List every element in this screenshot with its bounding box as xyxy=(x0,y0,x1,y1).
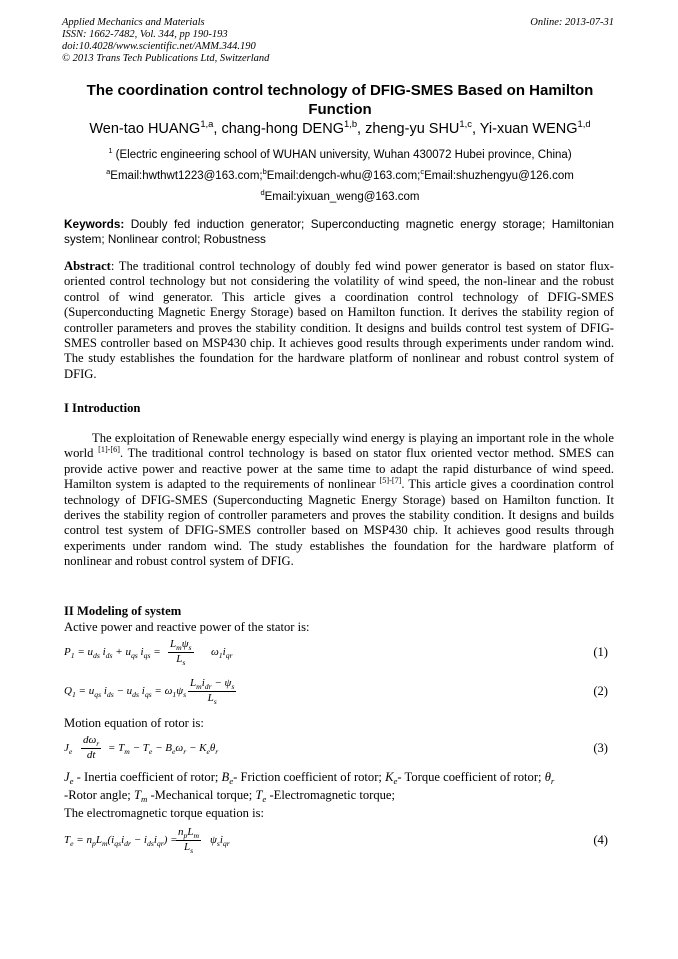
affiliation xyxy=(40,148,640,162)
equation-2: $Q_1 = u_{qs}$ $i_{ds} - u_{ds}$ $i_{qs} = \omega_1\psi_s$ $L_mi_{dr} - \psi_s$ $L_s$ (2) xyxy=(64,677,608,706)
symbol-sub: e xyxy=(229,776,234,786)
online-date: Online: 2013-07-31 xyxy=(530,17,614,28)
email-d: Email:yixuan_weng@163.com xyxy=(264,191,420,203)
section-heading-modeling: II Modeling of system xyxy=(64,604,182,618)
author-sep: , xyxy=(471,121,480,137)
symbol: K xyxy=(385,770,394,784)
definition-text: -Rotor angle; xyxy=(64,788,134,802)
equation-number: (2) xyxy=(593,684,608,698)
symbol: T xyxy=(133,788,141,802)
issn-line: ISSN: 1662-7482, Vol. 344, pp 190-193 xyxy=(62,29,228,40)
citation-ref: [1]-[6] xyxy=(98,445,120,455)
title-line-1: The coordination control technology of DFIG-SMES Based on Hamilton xyxy=(86,82,594,99)
equation-number: (1) xyxy=(593,645,608,659)
definition-text: -Mechanical torque; xyxy=(147,788,256,802)
author-name: Wen-tao HUANG xyxy=(89,121,201,137)
author-sep: , xyxy=(357,121,366,137)
symbol-sub: e xyxy=(262,794,267,804)
equation-3: $J_e$ $d\omega_r$ dt = $T_m - T_e - B_e\omega_r - K_e\theta_r$ (3) xyxy=(64,734,608,761)
keywords-text: Doubly fed induction generator; Superconducting magnetic energy storage; Hamiltonian system; Nonlinear control; Robustness xyxy=(64,217,614,246)
symbol: T xyxy=(255,788,263,802)
email-sup: b xyxy=(262,167,267,177)
intro-text-a: The exploitation of Renewable energy especially wind energy is playing an important role in the whole world xyxy=(64,431,614,461)
email-sup: a xyxy=(106,167,111,177)
introduction-paragraph xyxy=(64,431,614,570)
section-heading-introduction: I Introduction xyxy=(64,401,141,415)
abstract xyxy=(64,259,614,382)
abstract-text: : The traditional control technology of doubly fed wind power generator is based on stator flux-oriented control technology but not considering the volatility of wind speed, the non-linear and the robust control of wind generator. This article gives a coordination control technology of DFIG-SMES (Superconducting Magnetic Energy Storage) based on Hamilton function. It derives the stability region of controller parameters and proves the stability condition. It designs and builds control test system of DFIG-SMES controller based on MSP430 chip. It achieves good results through experiments under random wind. The study establishes the foundation for the hardware platform of nonlinear and robust control system of DFIG. xyxy=(64,259,614,381)
keywords xyxy=(64,217,614,247)
definition-text: - Inertia coefficient of rotor; xyxy=(73,770,222,784)
journal-name: Applied Mechanics and Materials xyxy=(62,17,205,28)
email-sup: c xyxy=(420,167,425,177)
email-line-2 xyxy=(40,190,640,204)
citation-ref: [5]-[7] xyxy=(379,476,402,486)
text-motion-intro: Motion equation of rotor is: xyxy=(64,716,204,730)
abstract-label: Abstract xyxy=(64,259,111,273)
author-affil-sup: 1,c xyxy=(459,118,472,130)
equation-1: $P_1 = u_{ds}$ $i_{ds} + u_{qs}$ $i_{qs}$ = $L_m\psi_s$ $L_s$ $\omega_1i_{qr}$ (1) xyxy=(64,638,608,667)
text-power-intro: Active power and reactive power of the stator is: xyxy=(64,620,310,634)
equation-number: (4) xyxy=(593,833,608,847)
paper-title xyxy=(62,81,618,119)
equation-4: $T_e = n_pL_m(i_{qs}i_{dr} - i_{ds}i_{qr})$ = $n_pL_m$ $L_s$ $\psi_si_{qr}$ (4) xyxy=(64,826,608,855)
author-affil-sup: 1,d xyxy=(577,118,591,130)
affiliation-text: (Electric engineering school of WUHAN university, Wuhan 430072 Hubei province, China) xyxy=(112,149,572,161)
symbol-sub: e xyxy=(69,776,74,786)
affiliation-sup: 1 xyxy=(108,146,113,156)
symbol: θ xyxy=(544,770,551,784)
doi-line: doi:10.4028/www.scientific.net/AMM.344.190 xyxy=(62,41,256,52)
email-c: Email:shuzhengyu@126.com xyxy=(424,170,574,182)
symbol: J xyxy=(64,770,70,784)
symbol-sub: r xyxy=(550,776,555,786)
symbol: B xyxy=(221,770,230,784)
equation-number: (3) xyxy=(593,741,608,755)
author-list xyxy=(40,120,640,138)
definition-text: - Friction coefficient of rotor; xyxy=(233,770,386,784)
author-affil-sup: 1,b xyxy=(343,118,358,130)
keywords-label: Keywords: xyxy=(64,217,125,231)
email-sup: d xyxy=(260,188,265,198)
definition-text: -Electromagnetic torque; xyxy=(266,788,396,802)
author-name: chang-hong DENG xyxy=(221,121,344,137)
intro-text-c: . This article gives a coordination control technology of DFIG-SMES (Superconducting Magnetic Energy Storage) based on Hamilton function. It derives the stability region of controller parameters and proves the stability condition. It designs and builds control test system of DFIG-SMES controller based on MSP430 chip. It achieves good results through experiments under random wind. The study establishes the foundation for the hardware platform of nonlinear and robust control system of DFIG. xyxy=(64,477,614,569)
intro-text-b: . The traditional control technology is based on stator flux oriented vector method. SMES can provide active power and reactive power at the same time to adapt the rapid disturbance of wind speed. Hamilton system is adapted to the requirements of nonlinear xyxy=(64,446,615,492)
email-line-1 xyxy=(40,169,640,183)
symbol-definitions-line-2 xyxy=(64,788,395,804)
symbol-definitions-line-1 xyxy=(64,770,554,786)
email-a: Email:hwthwt1223@163.com; xyxy=(110,170,263,182)
text-torque-intro: The electromagnetic torque equation is: xyxy=(64,806,265,820)
symbol-sub: e xyxy=(393,776,398,786)
author-affil-sup: 1,a xyxy=(200,118,214,130)
author-sep: , xyxy=(213,121,222,137)
email-b: Email:dengch-whu@163.com; xyxy=(266,170,421,182)
copyright-line: © 2013 Trans Tech Publications Ltd, Switzerland xyxy=(62,53,270,64)
author-name: zheng-yu SHU xyxy=(365,121,460,137)
title-line-2: Function xyxy=(308,101,372,118)
author-name: Yi-xuan WENG xyxy=(479,121,578,137)
definition-text: - Torque coefficient of rotor; xyxy=(397,770,545,784)
symbol-sub: m xyxy=(140,794,148,804)
